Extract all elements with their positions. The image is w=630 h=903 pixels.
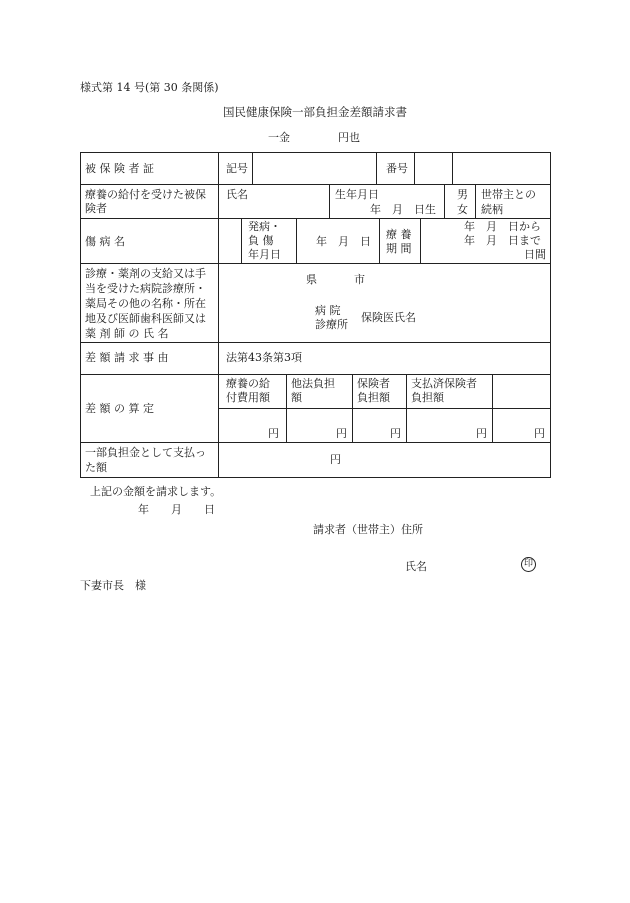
period-label-line2: 期 間 <box>386 242 412 255</box>
calc-col2-yen: 円 <box>336 427 347 440</box>
request-text: 上記の金額を請求します。 <box>90 485 222 498</box>
hospital-label: 病 院 <box>315 304 341 317</box>
calc-col3-line1: 保険者 <box>357 377 390 390</box>
copay-label-line1: 一部負担金として支払っ <box>85 446 206 459</box>
injury-label: 傷 病 名 <box>85 235 125 248</box>
onset-label-line1: 発病・ <box>248 220 281 233</box>
provider-label-line1: 診療・薬剤の支給又は手 <box>85 267 206 280</box>
beneficiary-name-label: 氏名 <box>226 188 248 201</box>
kigo-label: 記号 <box>226 162 248 175</box>
dob-format: 年 月 日生 <box>370 203 436 216</box>
bango-label: 番号 <box>386 162 408 175</box>
calc-col4-yen: 円 <box>476 427 487 440</box>
provider-label-line5: 薬 剤 師 の 氏 名 <box>85 327 169 340</box>
amount-prefix: 一金 <box>268 131 290 144</box>
seal-icon: 印 <box>521 557 536 572</box>
period-from: 年 月 日から <box>464 220 541 233</box>
calc-col3-yen: 円 <box>390 427 401 440</box>
provider-label-line4: 地及び医師歯科医師又は <box>85 312 206 325</box>
onset-label-line3: 年月日 <box>248 248 281 261</box>
beneficiary-label-line2: 険者 <box>85 202 107 215</box>
calculation-label: 差 額 の 算 定 <box>85 402 154 415</box>
calc-col1-yen: 円 <box>268 427 279 440</box>
claim-table <box>80 152 551 477</box>
calc-col1-line2: 付費用額 <box>226 391 270 404</box>
bango-field[interactable] <box>454 155 548 182</box>
provider-label-line2: 当を受けた病院診療所・ <box>85 282 206 295</box>
onset-label-line2: 負 傷 <box>248 234 274 247</box>
amount-suffix: 円也 <box>338 131 360 144</box>
dob-label: 生年月日 <box>335 188 379 201</box>
sex-male[interactable]: 男 <box>457 188 468 201</box>
prefecture-label: 県 <box>306 273 317 286</box>
calc-col4-line1: 支払済保険者 <box>411 377 477 390</box>
relation-label-line1: 世帯主との <box>481 188 536 201</box>
claimant-address-label: 請求者（世帯主）住所 <box>313 523 423 536</box>
reason-value: 法第43条第3項 <box>226 351 302 364</box>
onset-date: 年 月 日 <box>316 235 371 248</box>
claimant-name-label: 氏名 <box>405 560 427 573</box>
period-to: 年 月 日まで <box>464 234 541 247</box>
kigo-field[interactable] <box>254 155 374 182</box>
form-number: 様式第 14 号(第 30 条関係) <box>80 81 219 94</box>
calc-col2-line1: 他法負担 <box>291 377 335 390</box>
calc-col5-yen: 円 <box>534 427 545 440</box>
period-label-line1: 療 養 <box>386 228 412 241</box>
insurance-card-label: 被 保 険 者 証 <box>85 162 154 175</box>
copay-yen: 円 <box>330 453 341 466</box>
addressee: 下妻市長 様 <box>80 579 146 592</box>
calc-col1-line1: 療養の給 <box>226 377 270 390</box>
request-date: 年 月 日 <box>138 503 215 516</box>
doctor-name-label: 保険医氏名 <box>361 311 416 324</box>
beneficiary-label-line1: 療養の給付を受けた被保 <box>85 188 206 201</box>
relation-label-line2: 続柄 <box>481 203 503 216</box>
copay-label-line2: た額 <box>85 461 107 474</box>
form-title: 国民健康保険一部負担金差額請求書 <box>223 105 407 119</box>
calc-col2-line2: 額 <box>291 391 302 404</box>
provider-label-line3: 薬局その他の名称・所在 <box>85 297 206 310</box>
reason-label: 差 額 請 求 事 由 <box>85 351 169 364</box>
calc-col3-line2: 負担額 <box>357 391 390 404</box>
period-days: 日間 <box>524 248 546 261</box>
clinic-label: 診療所 <box>315 318 348 331</box>
calc-col4-line2: 負担額 <box>411 391 444 404</box>
sex-female[interactable]: 女 <box>457 203 468 216</box>
city-label: 市 <box>354 273 365 286</box>
